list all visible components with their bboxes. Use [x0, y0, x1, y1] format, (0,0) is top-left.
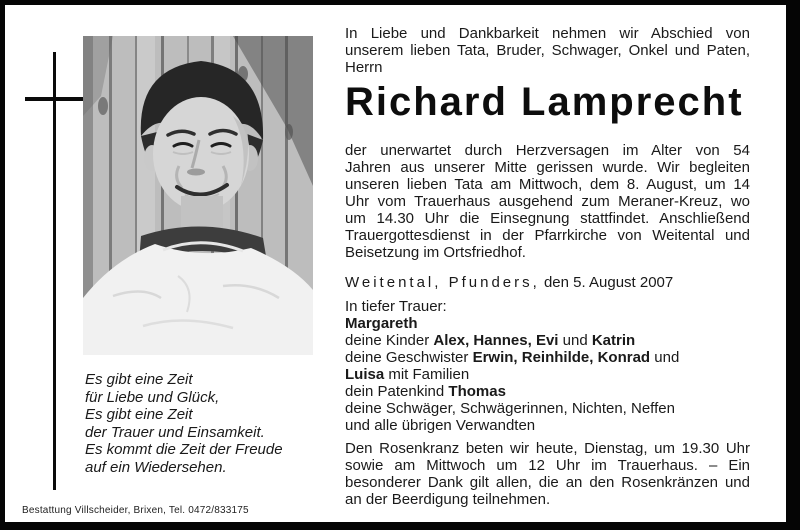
obituary-line: Beisetzung im Ortsfriedhof.: [345, 244, 526, 261]
mourners-heading: In tiefer Trauer:: [345, 298, 447, 315]
mourner-line: und alle übrigen Verwandten: [345, 417, 536, 434]
mourner-line: deine Geschwister Erwin, Reinhilde, Konrad und: [345, 349, 680, 366]
obituary-paragraph: [345, 142, 750, 261]
obituary-line: unseren lieben Tata am Mittwoch, dem 8. August, um 14: [345, 176, 750, 193]
poem-line: Es gibt eine Zeit: [85, 371, 193, 388]
funeral-home-credit: Bestattung Villscheider, Brixen, Tel. 0472/833175: [22, 505, 249, 516]
rosary-paragraph: [345, 440, 750, 508]
mourner-line: Luisa mit Familien: [345, 366, 470, 383]
mourner-line: dein Patenkind Thomas: [345, 383, 506, 400]
cross-icon: [53, 52, 56, 490]
mourner-line: deine Schwäger, Schwägerinnen, Nichten, Neffen: [345, 400, 675, 417]
deceased-name: Richard Lamprecht: [345, 80, 744, 124]
obituary-line: um 14.30 Uhr die Einsegnung stattfindet. Anschließend: [345, 210, 750, 227]
intro-line: unserem lieben Tata, Bruder, Schwager, Onkel und Paten,: [345, 42, 750, 59]
poem-line: Es kommt die Zeit der Freude: [85, 441, 283, 459]
obituary-line: der unerwartet durch Herzversagen im Alter von 54: [345, 142, 750, 159]
poem-line: der Trauer und Einsamkeit.: [85, 423, 265, 441]
mourner-line: deine Kinder Alex, Hannes, Evi und Katrin: [345, 332, 636, 349]
dateline-date: den 5. August 2007: [539, 274, 674, 291]
memorial-poem: [85, 371, 335, 477]
rosary-line: Den Rosenkranz beten wir heute, Dienstag, um 19.30 Uhr: [345, 440, 750, 457]
portrait-photo: [83, 36, 313, 355]
intro-line: Herrn: [345, 59, 383, 76]
rosary-line: an der Beerdigung teilnehmen.: [345, 491, 551, 508]
intro-line: In Liebe und Dankbarkeit nehmen wir Abschied von: [345, 25, 750, 42]
rosary-line: besonderer Dank gilt allen, die an den Rosenkränzen und: [345, 474, 750, 491]
obituary-line: Trauergottesdienst in der Pfarrkirche von Weitental und: [345, 227, 750, 244]
obituary-line: Jahren aus unserer Mitte gerissen wurde. Wir begleiten: [345, 159, 750, 176]
mourners-section: [345, 298, 765, 434]
poem-line: auf ein Wiedersehen.: [85, 458, 227, 476]
mourner-line: Margareth: [345, 315, 418, 332]
rosary-line: sowie am Mittwoch um 12 Uhr im Trauerhaus. – Ein: [345, 457, 750, 474]
intro-paragraph: [345, 25, 750, 76]
poem-line: Es gibt eine Zeit: [85, 406, 193, 424]
cross-icon-bar: [25, 97, 83, 101]
poem-line: für Liebe und Glück,: [85, 388, 220, 406]
dateline-place: Weitental, Pfunders,: [345, 274, 540, 291]
obituary-line: Uhr vom Trauerhaus ausgehend zum Meraner-Kreuz, wo: [345, 193, 750, 210]
dateline: [345, 274, 775, 291]
